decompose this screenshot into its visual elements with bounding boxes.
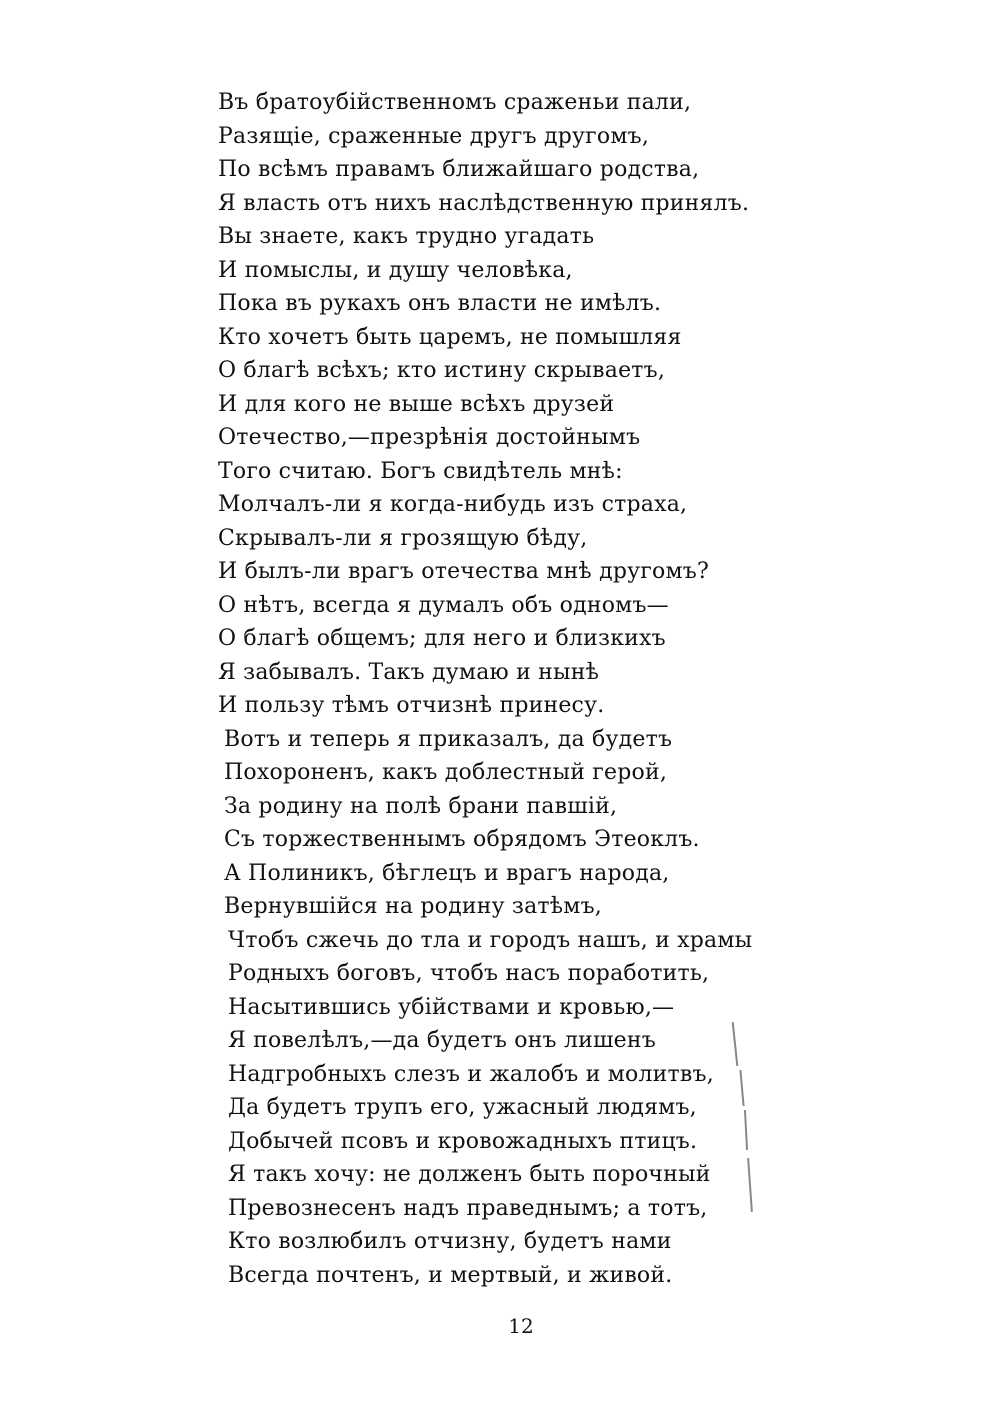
- verse-line: Кто хочетъ быть царемъ, не помышляя: [218, 324, 682, 350]
- verse-line: Пока въ рукахъ онъ власти не имѣлъ.: [218, 291, 662, 316]
- verse-line: И для кого не выше всѣхъ друзей: [218, 391, 615, 417]
- verse-line: Я такъ хочу: не долженъ быть порочный: [228, 1162, 711, 1187]
- verse-line: Надгробныхъ слезъ и жалобъ и молитвъ,: [228, 1061, 714, 1087]
- verse-line: Вернувшійся на родину затѣмъ,: [224, 894, 602, 919]
- verse-line: И помыслы, и душу человѣка,: [218, 257, 573, 283]
- verse-line: Кто возлюбилъ отчизну, будетъ нами: [228, 1229, 672, 1254]
- verse-line: Того считаю. Богъ свидѣтель мнѣ:: [218, 458, 623, 484]
- verse-line: Да будетъ трупъ его, ужасный людямъ,: [228, 1095, 697, 1120]
- verse-line: За родину на полѣ брани павшій,: [224, 793, 618, 819]
- verse-line: И былъ-ли врагъ отечества мнѣ другомъ?: [218, 559, 709, 584]
- verse-line: Молчалъ-ли я когда-нибудь изъ страха,: [218, 492, 688, 517]
- verse-line: Чтобъ сжечь до тла и городъ нашъ, и храмы: [228, 927, 753, 953]
- verse-line: О благѣ общемъ; для него и близкихъ: [218, 626, 666, 651]
- verse-line: А Полиникъ, бѣглецъ и врагъ народа,: [224, 860, 670, 886]
- page-number: 12: [508, 1314, 534, 1338]
- verse-line: Скрывалъ-ли я грозящую бѣду,: [218, 525, 588, 551]
- verse-line: Добычей псовъ и кровожадныхъ птицъ.: [228, 1128, 698, 1154]
- verse-line: Съ торжественнымъ обрядомъ Этеоклъ.: [224, 827, 700, 852]
- verse-line: О нѣтъ, всегда я думалъ объ одномъ—: [218, 592, 669, 618]
- verse-line: Отечество,—презрѣнія достойнымъ: [218, 425, 641, 450]
- verse-line: Вотъ и теперь я приказалъ, да будетъ: [224, 726, 673, 752]
- verse-block: [218, 86, 818, 1292]
- verse-line: Похороненъ, какъ доблестный герой,: [224, 760, 668, 785]
- verse-line: Я забывалъ. Такъ думаю и нынѣ: [218, 659, 600, 685]
- verse-line: Всегда почтенъ, и мертвый, и живой.: [228, 1262, 673, 1288]
- verse-line: Я повелѣлъ,—да будетъ онъ лишенъ: [228, 1028, 656, 1053]
- verse-line: О благѣ всѣхъ; кто истину скрываетъ,: [218, 358, 666, 383]
- verse-line: Превознесенъ надъ праведнымъ; а тотъ,: [228, 1195, 708, 1221]
- verse-line: Насытившись убійствами и кровью,—: [228, 994, 675, 1020]
- verse-line: Вы знаете, какъ трудно угадать: [218, 224, 595, 249]
- verse-line: Въ братоубійственномъ сраженьи пали,: [218, 90, 692, 115]
- verse-line: Родныхъ боговъ, чтобъ насъ поработить,: [228, 961, 710, 986]
- verse-line: И пользу тѣмъ отчизнѣ принесу.: [218, 693, 605, 718]
- verse-line: Я власть отъ нихъ наслѣдственную принялъ.: [218, 190, 750, 216]
- verse-line: Разящіе, сраженные другъ другомъ,: [218, 123, 650, 149]
- verse-line: По всѣмъ правамъ ближайшаго родства,: [218, 157, 700, 182]
